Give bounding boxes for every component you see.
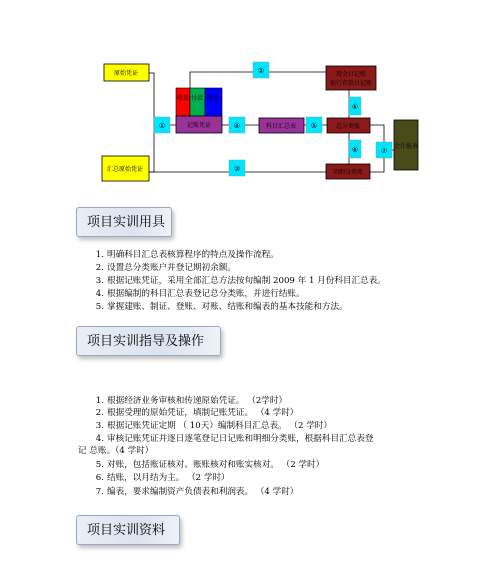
- list-item-continuation: 记 总账。（4 学时）: [78, 446, 154, 456]
- svg-text:明细分类账: 明细分类账: [332, 169, 364, 176]
- box-general-ledger: [327, 118, 370, 133]
- svg-text:②: ②: [257, 67, 265, 75]
- svg-text:①: ①: [158, 122, 166, 130]
- box-statements: [394, 120, 418, 170]
- section-title: 项目实训资料: [87, 523, 166, 538]
- list-item: 1. 根据经济业务审核和传递原始凭证。 （2学时）: [95, 396, 288, 406]
- box-transfer-voucher: [205, 88, 222, 116]
- list-item: 3. 根据记账凭证，采用全部汇总方法按旬编制 2009 年 1 月份科目汇总表。: [95, 276, 386, 286]
- box-summary-voucher: [102, 156, 149, 181]
- section-header-materials: [76, 515, 180, 545]
- svg-text:科目汇总表: 科目汇总表: [265, 123, 297, 130]
- list-item: 7. 编表，要求编制资产负债表和利润表。 （4 学时）: [95, 487, 299, 497]
- box-voucher: [176, 116, 222, 133]
- section-header-tools: [76, 207, 172, 237]
- list-item: 5. 掌握建账、制证、登账、对账、结账和编表的基本技能和方法。: [95, 302, 348, 312]
- box-detail-ledger: [326, 164, 370, 179]
- box-receipt-voucher: [176, 88, 190, 116]
- list-item: 4. 根据编制的科目汇总表登记总分类账，并进行结账。: [95, 289, 305, 299]
- accounting-flow-diagram: [0, 0, 500, 200]
- svg-text:付款: 付款: [190, 95, 204, 102]
- svg-text:转账: 转账: [206, 95, 220, 102]
- svg-text:⑥: ⑥: [351, 103, 359, 111]
- box-subject-summary: [259, 118, 304, 133]
- list-item: 4. 审核记账凭证并逐日逐笔登记日记账和明细分类账，根据科目汇总表登: [95, 434, 374, 444]
- list-item: 3. 根据记账凭证定期 （ 10天）编制科目汇总表。 （2 学时）: [95, 421, 332, 431]
- svg-text:⑥: ⑥: [351, 146, 359, 154]
- svg-text:现金日记账: 现金日记账: [335, 71, 367, 78]
- svg-text:④: ④: [233, 122, 241, 130]
- svg-text:③: ③: [233, 165, 241, 173]
- list-item: 6. 结账，以月结为主。 （2 学时）: [95, 473, 230, 483]
- svg-text:会计报表: 会计报表: [393, 143, 419, 150]
- svg-text:总分类账: 总分类账: [335, 123, 361, 130]
- box-cash-bank-journal: [326, 66, 376, 90]
- section-title: 项目实训指导及操作: [87, 334, 205, 349]
- list-item: 5. 对账，包括账证核对、账账核对和账实核对。 （2 学时）: [95, 460, 325, 470]
- svg-text:⑦: ⑦: [380, 147, 388, 155]
- list-item: 1. 明确科目汇总表核算程序的特点及操作流程。: [95, 250, 279, 260]
- box-original-voucher: [104, 64, 149, 81]
- section-title: 项目实训用具: [87, 215, 166, 230]
- svg-text:⑤: ⑤: [310, 122, 318, 130]
- svg-text:银行存款日记账: 银行存款日记账: [329, 80, 373, 87]
- svg-text:原始凭证: 原始凭证: [113, 70, 139, 77]
- svg-text:收款: 收款: [176, 95, 190, 102]
- list-item: 2. 设置总分类账户并登记期初余额。: [95, 263, 236, 273]
- section-header-guidance: [76, 326, 221, 356]
- list-item: 2. 根据受理的原始凭证，填制记账凭证。 （4 学时）: [95, 408, 299, 418]
- svg-text:汇总原始凭证: 汇总原始凭证: [106, 166, 144, 173]
- svg-text:记账凭证: 记账凭证: [186, 122, 212, 129]
- box-payment-voucher: [190, 88, 205, 116]
